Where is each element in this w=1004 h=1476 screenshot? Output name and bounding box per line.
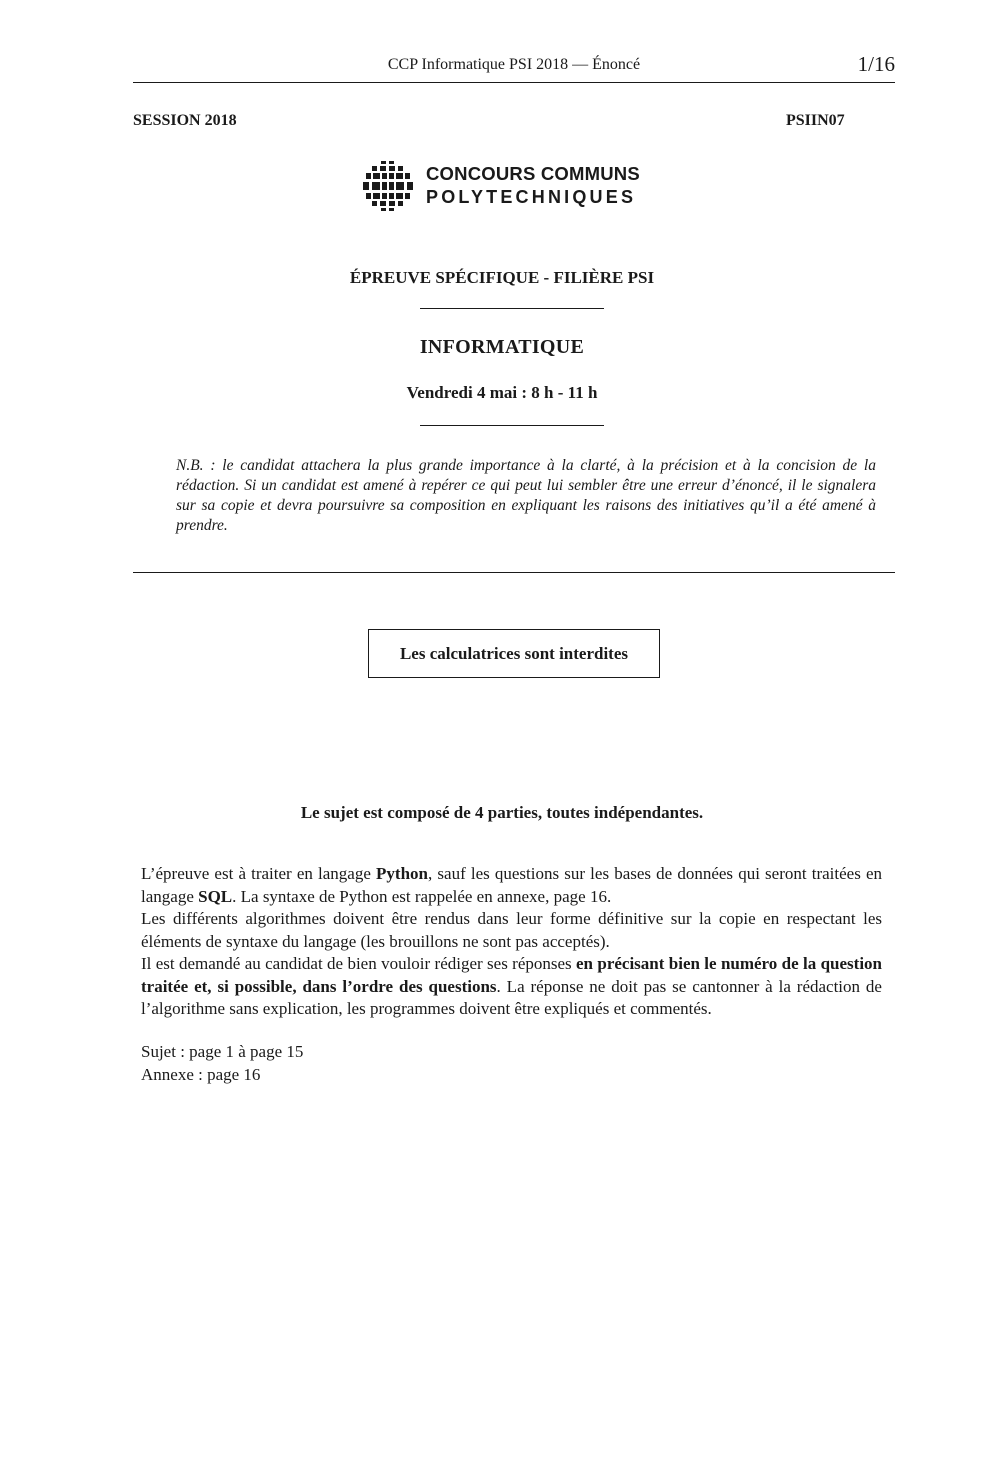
section-divider [133,572,895,573]
separator [420,425,604,426]
nb-notice: N.B. : le candidat attachera la plus grande importance à la clarté, à la précision et à la concision de la rédaction. Si un candidat est amené à repérer ce qui peut lui sembler être une erreur d’énoncé, il le signalera sur sa copie et devra poursuivre sa composition en expliquant les raisons des initiatives qu’il a été amené à prendre. [176,457,876,534]
instructions-paragraph-3 [141,953,882,1021]
logo-text-line2: POLYTECHNIQUES [426,187,637,207]
sujet-pages: Sujet : page 1 à page 15 [141,1042,304,1061]
discipline-title: INFORMATIQUE [419,336,585,358]
separator [420,308,604,309]
calculators-notice: Les calculatrices sont interdites [399,643,629,663]
calculators-notice-box [368,629,660,678]
instructions-paragraph-1 [141,863,882,908]
globe-logo-icon [362,160,414,212]
page-info [141,1041,303,1086]
page-number: 1/16 [857,52,895,76]
emphasis: en précisant bien le numéro de la question traitée et, si possible, dans l’ordre des questions [141,954,882,996]
session-label: SESSION 2018 [133,112,237,129]
instructions [141,863,882,1021]
logo-text-line1: CONCOURS COMMUNS [426,163,640,184]
running-header [133,52,895,83]
annexe-pages: Annexe : page 16 [141,1064,261,1084]
ccp-logo [362,160,662,212]
parts-statement: Le sujet est composé de 4 parties, toutes indépendantes. [300,803,704,822]
text-run: L’épreuve est à traiter en langage [141,864,377,883]
exam-datetime: Vendredi 4 mai : 8 h - 11 h [406,383,598,402]
instructions-paragraph-2: Les différents algorithmes doivent être rendus dans leur forme définitive sur la copie en respectant les éléments de syntaxe du langage (les brouillons ne sont pas acceptés). [141,909,882,951]
epreuve-title: ÉPREUVE SPÉCIFIQUE - FILIÈRE PSI [349,268,655,287]
text-run: Il est demandé au candidat de bien vouloir rédiger ses réponses [141,954,577,973]
text-run: , sauf les questions sur les bases de données qui seront traitées en langage [141,864,883,906]
sql-keyword: SQL [198,886,233,906]
running-title: CCP Informatique PSI 2018 — Énoncé [387,56,641,73]
text-run: . La syntaxe de Python est rappelée en annexe, page 16. [232,886,612,906]
text-run: . La réponse ne doit pas se cantonner à la rédaction de l’algorithme sans explication, les programmes doivent être expliqués et commentés. [141,976,882,1018]
python-keyword: Python [376,864,429,883]
exam-code: PSIIN07 [786,112,845,129]
